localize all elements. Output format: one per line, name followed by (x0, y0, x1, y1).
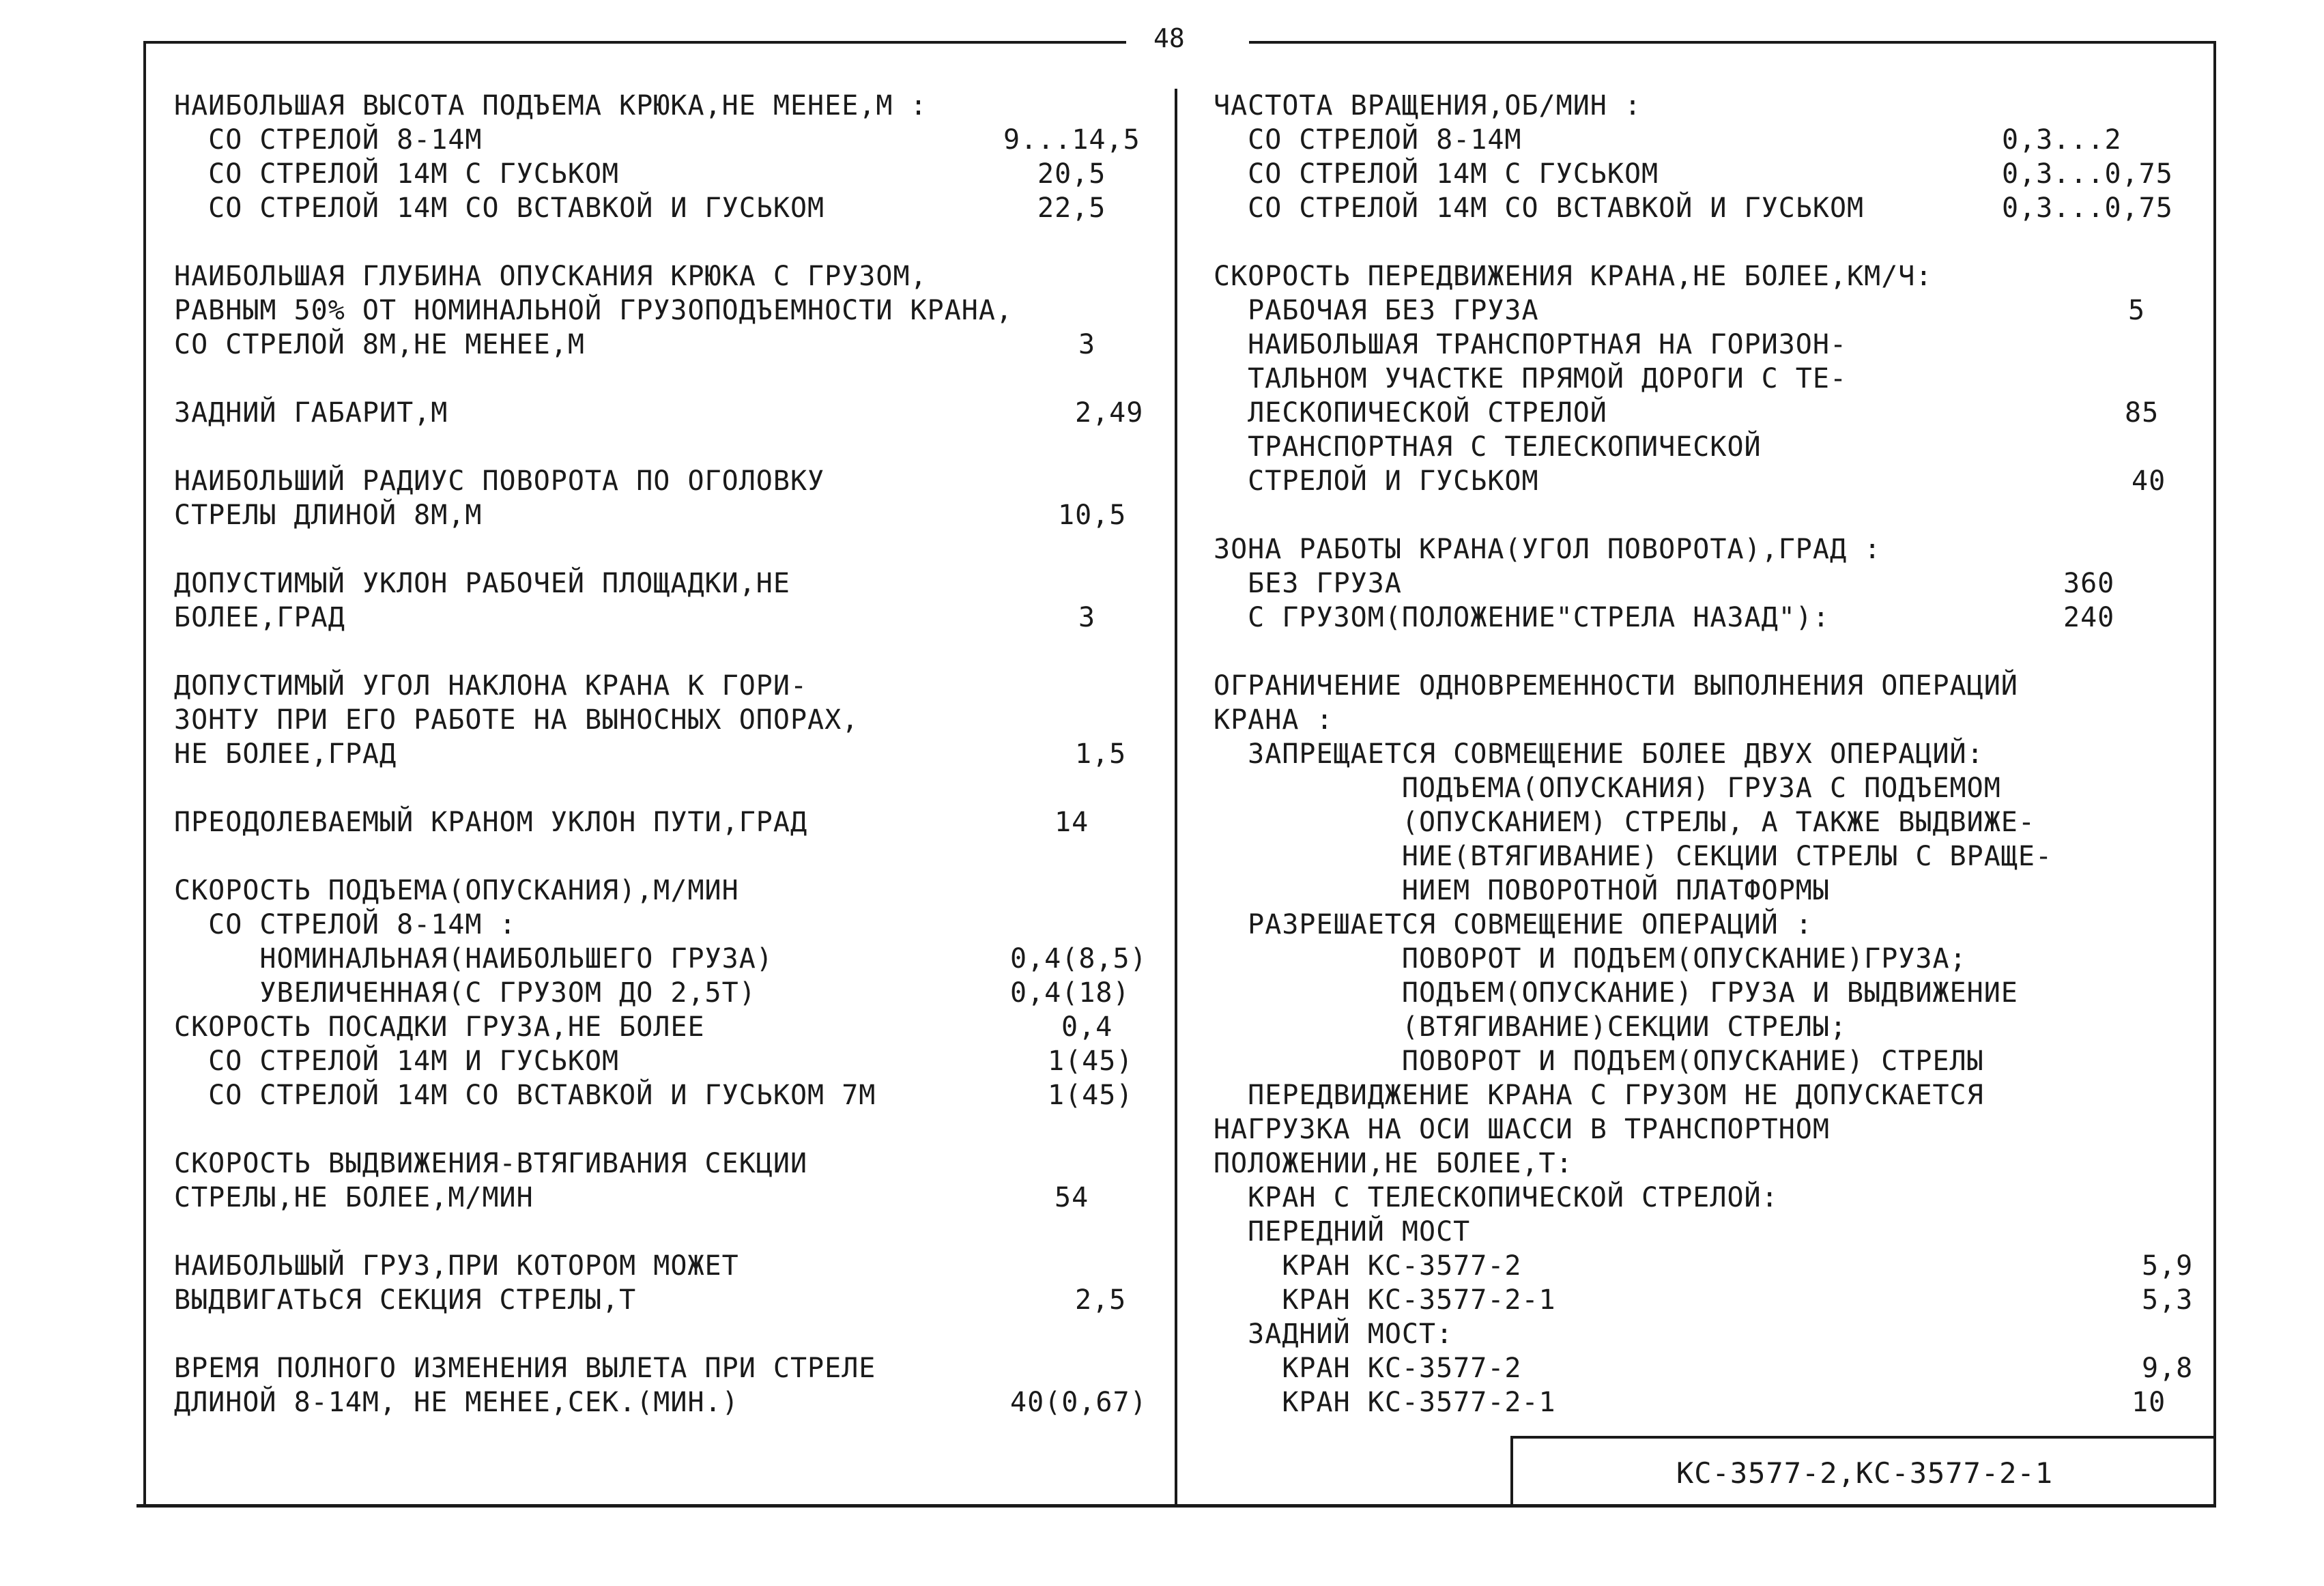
spec-row (1214, 1283, 2196, 1317)
spec-value: 3 (1078, 329, 1096, 360)
spec-row (174, 1078, 1164, 1112)
spec-value: 0,4(18) (1010, 977, 1130, 1009)
spec-row (174, 328, 1164, 362)
spec-row (174, 498, 1164, 532)
spec-row (174, 566, 1164, 601)
spec-value: 1,5 (1075, 738, 1127, 770)
spacer (174, 635, 1164, 669)
spec-value: 14 (1055, 807, 1089, 838)
spec-label: ПОДЪЕМ(ОПУСКАНИЕ) ГРУЗА И ВЫДВИЖЕНИЕ (1214, 977, 2018, 1009)
spec-row (1214, 1181, 2196, 1215)
spec-row (1214, 1351, 2196, 1385)
spec-label: СО СТРЕЛОЙ 14М СО ВСТАВКОЙ И ГУСЬКОМ (1214, 192, 1865, 224)
spec-value: 22,5 (1037, 192, 1106, 224)
spec-label: ЗОНТУ ПРИ ЕГО РАБОТЕ НА ВЫНОСНЫХ ОПОРАХ, (174, 704, 859, 736)
spec-label: СО СТРЕЛОЙ 8М,НЕ МЕНЕЕ,М (174, 329, 585, 360)
spec-label: ПЕРЕДНИЙ МОСТ (1214, 1216, 1471, 1248)
spec-row (174, 737, 1164, 771)
spec-row (1214, 1010, 2196, 1044)
spec-row (1214, 874, 2196, 908)
spec-value: 0,4 (1061, 1011, 1113, 1043)
spec-row (1214, 703, 2196, 737)
spec-row (174, 157, 1164, 191)
spec-value: 10,5 (1058, 500, 1127, 531)
spec-value: 10 (2132, 1387, 2166, 1418)
spec-row (1214, 464, 2196, 498)
spec-label: БОЛЕЕ,ГРАД (174, 602, 345, 633)
spec-label: ЗОНА РАБОТЫ КРАНА(УГОЛ ПОВОРОТА),ГРАД : (1214, 534, 1882, 565)
spec-label: ЗАДНИЙ ГАБАРИТ,М (174, 397, 448, 429)
spacer (174, 362, 1164, 396)
spec-label: ВРЕМЯ ПОЛНОГО ИЗМЕНЕНИЯ ВЫЛЕТА ПРИ СТРЕЛЕ (174, 1353, 876, 1384)
spec-label: НАИБОЛЬШАЯ ГЛУБИНА ОПУСКАНИЯ КРЮКА С ГРУЗОМ, (174, 261, 928, 292)
spec-label: СКОРОСТЬ ПОДЪЕМА(ОПУСКАНИЯ),М/МИН (174, 875, 739, 906)
spec-label: ПОЛОЖЕНИИ,НЕ БОЛЕЕ,Т: (1214, 1148, 1573, 1179)
column-divider (1175, 89, 1177, 1505)
spec-label: НАИБОЛЬШАЯ ВЫСОТА ПОДЪЕМА КРЮКА,НЕ МЕНЕЕ,М : (174, 90, 928, 121)
spec-value: 9,8 (2142, 1353, 2194, 1384)
spec-row (1214, 908, 2196, 942)
spec-row (1214, 532, 2196, 566)
spec-value: 0,3...2 (2002, 124, 2122, 156)
frame-right-border (2213, 41, 2216, 1505)
spec-row (174, 1249, 1164, 1283)
spec-row (1214, 737, 2196, 771)
spacer (174, 532, 1164, 566)
spec-row (1214, 1317, 2196, 1351)
spec-label: ПОВОРОТ И ПОДЪЕМ(ОПУСКАНИЕ) СТРЕЛЫ (1214, 1046, 1984, 1077)
spec-label: НАИБОЛЬШАЯ ТРАНСПОРТНАЯ НА ГОРИЗОН- (1214, 329, 1848, 360)
spec-label: КРАНА : (1214, 704, 1334, 736)
spec-row (174, 191, 1164, 225)
spec-label: КРАН КС-3577-2 (1214, 1250, 1522, 1282)
spec-row (1214, 1112, 2196, 1147)
spec-row (174, 976, 1164, 1010)
spec-label: СО СТРЕЛОЙ 8-14М (174, 124, 483, 156)
spec-label: КРАН КС-3577-2-1 (1214, 1284, 1556, 1316)
spec-row (1214, 839, 2196, 874)
spec-value: 2,49 (1075, 397, 1144, 429)
spec-row (174, 908, 1164, 942)
spec-row (1214, 566, 2196, 601)
spec-row (1214, 1249, 2196, 1283)
spec-label: КРАН С ТЕЛЕСКОПИЧЕСКОЙ СТРЕЛОЙ: (1214, 1182, 1779, 1213)
spec-label: НИЕ(ВТЯГИВАНИЕ) СЕКЦИИ СТРЕЛЫ С ВРАЩЕ- (1214, 841, 2053, 872)
spec-label: СТРЕЛОЙ И ГУСЬКОМ (1214, 465, 1539, 497)
spec-row (1214, 1044, 2196, 1078)
spec-row (1214, 328, 2196, 362)
spec-label: СКОРОСТЬ ПЕРЕДВИЖЕНИЯ КРАНА,НЕ БОЛЕЕ,КМ/Ч: (1214, 261, 1933, 292)
spec-label: НЕ БОЛЕЕ,ГРАД (174, 738, 397, 770)
title-block (1510, 1436, 2216, 1507)
spec-value: 20,5 (1037, 158, 1106, 190)
spec-row (174, 1147, 1164, 1181)
spec-value: 240 (2063, 602, 2115, 633)
spec-row (174, 293, 1164, 328)
spec-row (1214, 157, 2196, 191)
spec-label: КРАН КС-3577-2-1 (1214, 1387, 1556, 1418)
spec-row (1214, 123, 2196, 157)
spec-row (1214, 396, 2196, 430)
spec-value: 85 (2125, 397, 2160, 429)
spec-row (174, 942, 1164, 976)
left-column (174, 89, 1164, 1419)
spec-label: ТРАНСПОРТНАЯ С ТЕЛЕСКОПИЧЕСКОЙ (1214, 431, 1762, 463)
spec-value: 0,3...0,75 (2002, 158, 2173, 190)
spacer (174, 1215, 1164, 1249)
spec-label: КРАН КС-3577-2 (1214, 1353, 1522, 1384)
spec-value: 2,5 (1075, 1284, 1127, 1316)
spec-value: 54 (1055, 1182, 1089, 1213)
spec-label: ДЛИНОЙ 8-14М, НЕ МЕНЕЕ,СЕК.(МИН.) (174, 1387, 739, 1418)
right-column (1214, 89, 2196, 1419)
spacer (174, 839, 1164, 874)
spec-label: СО СТРЕЛОЙ 14М СО ВСТАВКОЙ И ГУСЬКОМ 7М (174, 1080, 876, 1111)
spec-row (1214, 601, 2196, 635)
spec-value: 1(45) (1048, 1080, 1134, 1111)
frame-left-border (143, 41, 146, 1505)
spec-value: 360 (2063, 568, 2115, 599)
spec-label: (ВТЯГИВАНИЕ)СЕКЦИИ СТРЕЛЫ; (1214, 1011, 1848, 1043)
spec-row (1214, 293, 2196, 328)
spec-label: ДОПУСТИМЫЙ УКЛОН РАБОЧЕЙ ПЛОЩАДКИ,НЕ (174, 568, 790, 599)
spec-label: НАИБОЛЬШЫЙ ГРУЗ,ПРИ КОТОРОМ МОЖЕТ (174, 1250, 739, 1282)
spec-label: СТРЕЛЫ,НЕ БОЛЕЕ,М/МИН (174, 1182, 534, 1213)
spec-row (174, 259, 1164, 293)
spec-label: УВЕЛИЧЕННАЯ(С ГРУЗОМ ДО 2,5Т) (174, 977, 756, 1009)
spec-value: 5 (2128, 295, 2146, 326)
spec-label: НИЕМ ПОВОРОТНОЙ ПЛАТФОРМЫ (1214, 875, 1830, 906)
spec-row (1214, 942, 2196, 976)
spacer (1214, 225, 2196, 259)
spec-label: ПОДЪЕМА(ОПУСКАНИЯ) ГРУЗА С ПОДЪЕМОМ (1214, 773, 2001, 804)
spec-value: 0,3...0,75 (2002, 192, 2173, 224)
spec-label: НАИБОЛЬШИЙ РАДИУС ПОВОРОТА ПО ОГОЛОВКУ (174, 465, 825, 497)
spec-label: БЕЗ ГРУЗА (1214, 568, 1402, 599)
spec-label: ПЕРЕДВИДЖЕНИЕ КРАНА С ГРУЗОМ НЕ ДОПУСКАЕТСЯ (1214, 1080, 1984, 1111)
spec-label: (ОПУСКАНИЕМ) СТРЕЛЫ, А ТАКЖЕ ВЫДВИЖЕ- (1214, 807, 2035, 838)
spec-row (1214, 191, 2196, 225)
spec-value: 40 (2132, 465, 2166, 497)
spacer (1214, 635, 2196, 669)
spec-row (1214, 1078, 2196, 1112)
spec-row (1214, 1147, 2196, 1181)
spec-label: РАБОЧАЯ БЕЗ ГРУЗА (1214, 295, 1539, 326)
spec-row (1214, 805, 2196, 839)
spec-value: 1(45) (1048, 1046, 1134, 1077)
spec-row (174, 601, 1164, 635)
spacer (174, 1317, 1164, 1351)
page-number: 48 (1153, 23, 1185, 53)
title-block-label: КС-3577-2,КС-3577-2-1 (1676, 1456, 2053, 1490)
spec-row (174, 874, 1164, 908)
spec-row (1214, 430, 2196, 464)
spec-label: СО СТРЕЛОЙ 14М СО ВСТАВКОЙ И ГУСЬКОМ (174, 192, 825, 224)
spec-row (174, 1010, 1164, 1044)
spec-label: ТАЛЬНОМ УЧАСТКЕ ПРЯМОЙ ДОРОГИ С ТЕ- (1214, 363, 1848, 394)
spec-row (174, 464, 1164, 498)
spec-row (174, 123, 1164, 157)
spec-label: РАВНЫМ 50% ОТ НОМИНАЛЬНОЙ ГРУЗОПОДЪЕМНОСТИ КРАНА, (174, 295, 1014, 326)
spec-label: ЗАПРЕЩАЕТСЯ СОВМЕЩЕНИЕ БОЛЕЕ ДВУХ ОПЕРАЦИЙ: (1214, 738, 1984, 770)
spacer (174, 1112, 1164, 1147)
spec-row (1214, 1215, 2196, 1249)
spec-row (174, 805, 1164, 839)
spec-label: ЧАСТОТА ВРАЩЕНИЯ,ОБ/МИН : (1214, 90, 1642, 121)
spec-row (174, 1385, 1164, 1419)
spacer (174, 430, 1164, 464)
spec-row (1214, 89, 2196, 123)
spec-label: СО СТРЕЛОЙ 14М И ГУСЬКОМ (174, 1046, 620, 1077)
spec-row (174, 1181, 1164, 1215)
spec-row (174, 1283, 1164, 1317)
spec-label: СО СТРЕЛОЙ 8-14М (1214, 124, 1522, 156)
spec-value: 0,4(8,5) (1010, 943, 1147, 975)
spacer (174, 771, 1164, 805)
spec-label: ЛЕСКОПИЧЕСКОЙ СТРЕЛОЙ (1214, 397, 1607, 429)
spec-label: НОМИНАЛЬНАЯ(НАИБОЛЬШЕГО ГРУЗА) (174, 943, 773, 975)
spec-label: СТРЕЛЫ ДЛИНОЙ 8М,М (174, 500, 483, 531)
spec-label: СО СТРЕЛОЙ 14М С ГУСЬКОМ (174, 158, 620, 190)
spec-row (1214, 1385, 2196, 1419)
spec-row (174, 396, 1164, 430)
spec-label: ОГРАНИЧЕНИЕ ОДНОВРЕМЕННОСТИ ВЫПОЛНЕНИЯ ОПЕРАЦИЙ (1214, 670, 2018, 702)
spec-value: 5,9 (2142, 1250, 2194, 1282)
spec-row (174, 1044, 1164, 1078)
spacer (174, 225, 1164, 259)
spec-row (174, 703, 1164, 737)
spec-row (1214, 362, 2196, 396)
spec-label: ПОВОРОТ И ПОДЪЕМ(ОПУСКАНИЕ)ГРУЗА; (1214, 943, 1967, 975)
spec-label: ДОПУСТИМЫЙ УГОЛ НАКЛОНА КРАНА К ГОРИ- (174, 670, 808, 702)
spec-label: ВЫДВИГАТЬСЯ СЕКЦИЯ СТРЕЛЫ,Т (174, 1284, 637, 1316)
spec-label: СО СТРЕЛОЙ 14М С ГУСЬКОМ (1214, 158, 1659, 190)
spec-label: С ГРУЗОМ(ПОЛОЖЕНИЕ"СТРЕЛА НАЗАД"): (1214, 602, 1830, 633)
spec-value: 9...14,5 (1003, 124, 1141, 156)
spec-label: НАГРУЗКА НА ОСИ ШАССИ В ТРАНСПОРТНОМ (1214, 1114, 1830, 1145)
spec-value: 40(0,67) (1010, 1387, 1147, 1418)
spec-label: СКОРОСТЬ ВЫДВИЖЕНИЯ-ВТЯГИВАНИЯ СЕКЦИИ (174, 1148, 808, 1179)
spec-row (1214, 976, 2196, 1010)
spec-label: СО СТРЕЛОЙ 8-14М : (174, 909, 517, 940)
spec-row (1214, 259, 2196, 293)
spec-row (174, 89, 1164, 123)
spec-row (1214, 771, 2196, 805)
spec-row (1214, 669, 2196, 703)
spec-value: 3 (1078, 602, 1096, 633)
top-rule-left (143, 41, 1126, 44)
spec-value: 5,3 (2142, 1284, 2194, 1316)
spec-label: РАЗРЕШАЕТСЯ СОВМЕЩЕНИЕ ОПЕРАЦИЙ : (1214, 909, 1813, 940)
top-rule-right (1249, 41, 2216, 44)
spec-label: СКОРОСТЬ ПОСАДКИ ГРУЗА,НЕ БОЛЕЕ (174, 1011, 705, 1043)
spec-label: ПРЕОДОЛЕВАЕМЫЙ КРАНОМ УКЛОН ПУТИ,ГРАД (174, 807, 808, 838)
spec-label: ЗАДНИЙ МОСТ: (1214, 1318, 1454, 1350)
spec-row (174, 1351, 1164, 1385)
spec-row (174, 669, 1164, 703)
spacer (1214, 498, 2196, 532)
